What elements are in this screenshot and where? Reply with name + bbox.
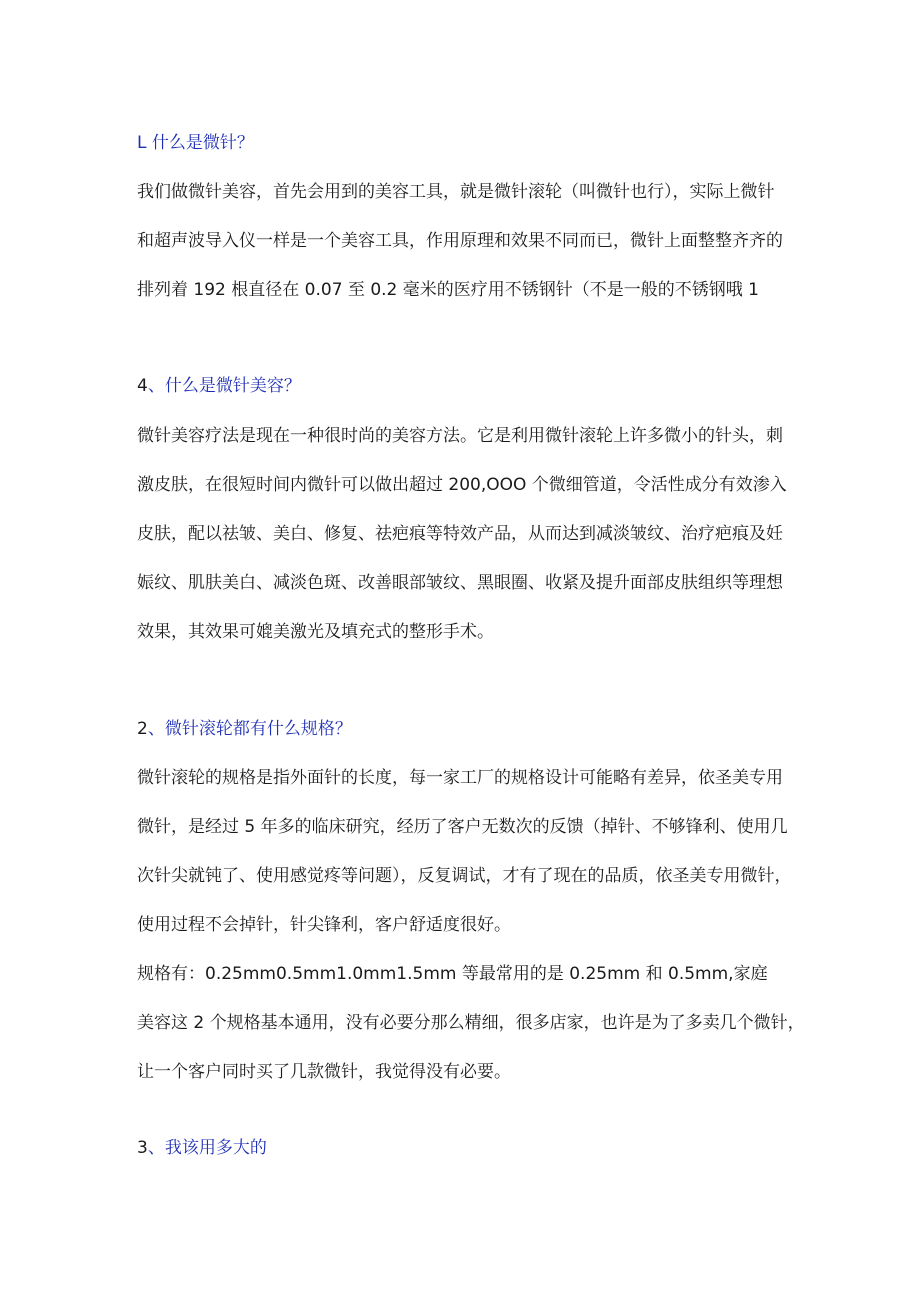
paragraph-line: 排列着 192 根直径在 0.07 至 0.2 毫米的医疗用不锈钢针（不是一般的不锈钢哦 1 (137, 280, 759, 300)
paragraph-line: 我们做微针美容，首先会用到的美容工具，就是微针滚轮（叫微针也行），实际上微针 (137, 182, 775, 202)
heading-text: 、我该用多大的 (147, 1138, 267, 1158)
heading-text: 、微针滚轮都有什么规格？ (147, 719, 352, 739)
paragraph-line: 微针美容疗法是现在一种很时尚的美容方法。它是利用微针滚轮上许多微小的针头，刺 (137, 426, 783, 446)
heading-number: 3 (137, 1138, 148, 1158)
heading-number: L (137, 133, 147, 153)
section-heading-microneedle-beauty (137, 374, 301, 398)
heading-text: 、什么是微针美容？ (147, 376, 301, 396)
paragraph-line: 微针滚轮的规格是指外面针的长度，每一家工厂的规格设计可能略有差异，依圣美专用 (137, 768, 783, 788)
section-heading-which-size (137, 1136, 267, 1160)
paragraph-line: 激皮肤，在很短时间内微针可以做出超过 200,OOO 个微细管道，令活性成分有效渗入 (137, 475, 787, 495)
paragraph-line: 次针尖就钝了、使用感觉疼等问题），反复调试，才有了现在的品质，依圣美专用微针， (137, 866, 792, 886)
paragraph-line: 使用过程不会掉针，针尖锋利，客户舒适度很好。 (137, 915, 511, 935)
paragraph-line: 规格有：0.25mm0.5mm1.0mm1.5mm 等最常用的是 0.25mm 和 0.5mm,家庭 (137, 964, 768, 984)
heading-text: 什么是微针？ (146, 133, 254, 153)
heading-number: 4 (137, 376, 148, 396)
paragraph-line: 效果，其效果可媲美激光及填充式的整形手术。 (137, 622, 494, 642)
section-heading-roller-specs (137, 717, 352, 741)
paragraph-line: 让一个客户同时买了几款微针，我觉得没有必要。 (137, 1062, 511, 1082)
section-heading-what-is-microneedle (137, 131, 254, 155)
paragraph-line: 皮肤，配以祛皱、美白、修复、祛疤痕等特效产品，从而达到减淡皱纹、治疗疤痕及妊 (137, 524, 783, 544)
paragraph-line: 和超声波导入仪一样是一个美容工具，作用原理和效果不同而已，微针上面整整齐齐的 (137, 231, 783, 251)
paragraph-line: 美容这 2 个规格基本通用，没有必要分那么精细，很多店家，也许是为了多卖几个微针， (137, 1013, 805, 1033)
paragraph-line: 娠纹、肌肤美白、减淡色斑、改善眼部皱纹、黑眼圈、收紧及提升面部皮肤组织等理想 (137, 573, 783, 593)
heading-number: 2 (137, 719, 148, 739)
paragraph-line: 微针，是经过 5 年多的临床研究，经历了客户无数次的反馈（掉针、不够锋利、使用几 (137, 817, 788, 837)
